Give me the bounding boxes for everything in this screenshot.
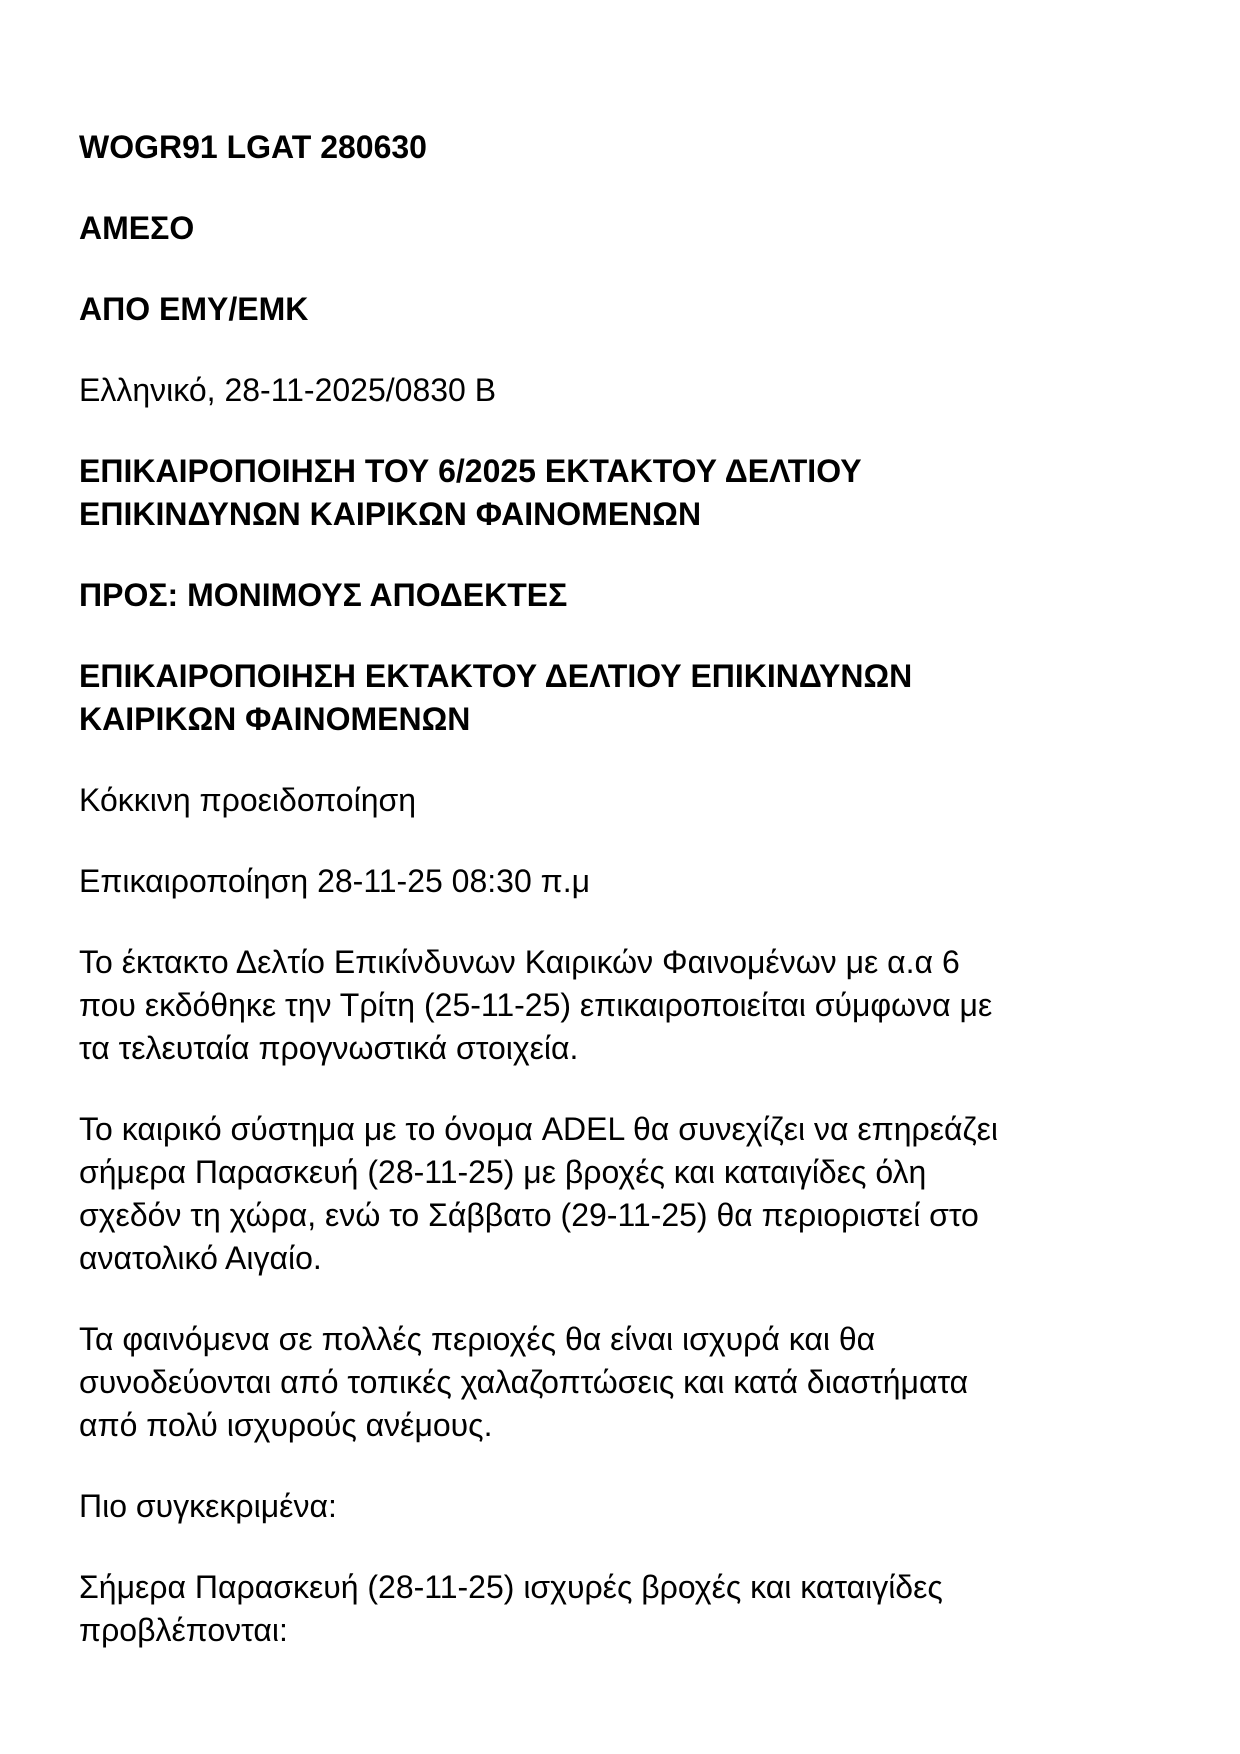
paragraph-line: Πιο συγκεκριμένα: bbox=[79, 1488, 337, 1524]
bulletin-subtitle bbox=[79, 655, 1199, 741]
paragraph-line: από πολύ ισχυρούς ανέμους. bbox=[79, 1407, 493, 1443]
title-line: ΕΠΙΚΑΙΡΟΠΟΙΗΣΗ ΤΟΥ 6/2025 ΕΚΤΑΚΤΟΥ ΔΕΛΤΙΟΥ bbox=[79, 453, 862, 489]
paragraph-line: ανατολικό Αιγαίο. bbox=[79, 1240, 322, 1276]
paragraph-line: προβλέπονται: bbox=[79, 1612, 288, 1648]
recipients: ΠΡΟΣ: ΜΟΝΙΜΟΥΣ ΑΠΟΔΕΚΤΕΣ bbox=[79, 577, 568, 613]
paragraph-line: σήμερα Παρασκευή (28-11-25) με βροχές και καταιγίδες όλη bbox=[79, 1154, 927, 1190]
paragraph-line: σχεδόν τη χώρα, ενώ το Σάββατο (29-11-25) θα περιοριστεί στο bbox=[79, 1197, 979, 1233]
update-time: Επικαιροποίηση 28-11-25 08:30 π.μ bbox=[79, 863, 591, 899]
paragraph-line: τα τελευταία προγνωστικά στοιχεία. bbox=[79, 1030, 579, 1066]
body-paragraphs bbox=[79, 941, 1199, 1652]
subtitle-line: ΚΑΙΡΙΚΩΝ ΦΑΙΝΟΜΕΝΩΝ bbox=[79, 701, 471, 737]
paragraph-line: Σήμερα Παρασκευή (28-11-25) ισχυρές βροχές και καταιγίδες bbox=[79, 1569, 943, 1605]
body-paragraph bbox=[79, 1566, 1199, 1652]
paragraph-line: που εκδόθηκε την Τρίτη (25-11-25) επικαιροποιείται σύμφωνα με bbox=[79, 987, 993, 1023]
paragraph-line: συνοδεύονται από τοπικές χαλαζοπτώσεις και κατά διαστήματα bbox=[79, 1364, 969, 1400]
message-code: WOGR91 LGAT 280630 bbox=[79, 129, 427, 165]
place-date: Ελληνικό, 28-11-2025/0830 B bbox=[79, 372, 497, 408]
sender: ΑΠΟ ΕΜΥ/ΕΜΚ bbox=[79, 291, 309, 327]
paragraph-line: Το έκτακτο Δελτίο Επικίνδυνων Καιρικών Φαινομένων με α.α 6 bbox=[79, 944, 960, 980]
body-paragraph bbox=[79, 1318, 1199, 1447]
body-paragraph bbox=[79, 1485, 1199, 1528]
body-paragraph bbox=[79, 941, 1199, 1070]
title-line: ΕΠΙΚΙΝΔΥΝΩΝ ΚΑΙΡΙΚΩΝ ΦΑΙΝΟΜΕΝΩΝ bbox=[79, 496, 702, 532]
bulletin-document bbox=[79, 126, 1199, 1690]
subtitle-line: ΕΠΙΚΑΙΡΟΠΟΙΗΣΗ ΕΚΤΑΚΤΟΥ ΔΕΛΤΙΟΥ ΕΠΙΚΙΝΔΥΝΩΝ bbox=[79, 658, 913, 694]
paragraph-line: Το καιρικό σύστημα με το όνομα ADEL θα συνεχίζει να επηρεάζει bbox=[79, 1111, 998, 1147]
priority: ΑΜΕΣΟ bbox=[79, 210, 195, 246]
bulletin-title bbox=[79, 450, 1199, 536]
body-paragraph bbox=[79, 1108, 1199, 1280]
warning-level: Κόκκινη προειδοποίηση bbox=[79, 782, 417, 818]
paragraph-line: Τα φαινόμενα σε πολλές περιοχές θα είναι ισχυρά και θα bbox=[79, 1321, 876, 1357]
